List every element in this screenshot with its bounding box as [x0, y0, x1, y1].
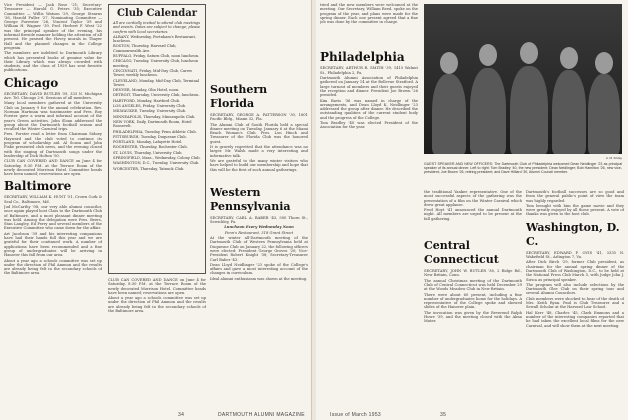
- club-calendar-intro: All are cordially invited to attend club meetings and events. Dates are subject to change; please confirm with local secretaries.: [113, 21, 201, 34]
- calendar-item: ST. LOUIS, Thursday, University Club.: [113, 150, 183, 155]
- right-column-3: [526, 190, 624, 405]
- right-column-2: [424, 190, 522, 405]
- philadelphia-paragraph-2: Kim Bavis '36 was named in charge of the arrangements, and Dean Lloyd K. Neidlinger '23 addressed the group after dinner. He described the outstanding qualities of the current student body and the progress of the College.: [320, 98, 418, 120]
- washington-paragraph-2: The program will also include selections by the Dartmouth Glee Club on their spring tour and several Alumni Councilors.: [526, 282, 624, 296]
- baltimore-heading: Baltimore: [4, 179, 72, 194]
- right-column-3-intro-2: Tom brought with him the game movie and they were greatly enjoyed by all those present. A vote of thanks was given to the host club.: [526, 203, 624, 217]
- right-intro-paragraph: tried and the new members were welcomed at the meeting. Our Secretary, William Reed, spoke on the program of the year, and plans were made for the spring dinner. Each one present agreed that a fine job was done by the committee in charge.: [320, 3, 418, 25]
- central-connecticut-paragraph-2: There were about 60 present, including a fine number of undergraduates home for the holidays. A representative of the College spoke and showed slides of the Hanover plain.: [424, 292, 522, 310]
- southern-florida-heading: Southern Florida: [210, 83, 268, 110]
- central-connecticut-byline: SECRETARY, JOHN W. BUTLER '36, 2 Ridge Rd., New Britain, Conn.: [424, 269, 522, 278]
- calendar-item: WASHINGTON, D.C., Tuesday, University Club.: [113, 161, 200, 166]
- calendar-item: PHILADELPHIA, Tuesday, Penn Athletic Club.: [113, 129, 197, 134]
- chicago-byline: SECRETARY, DAVID BUTLER '39, 333 N. Michigan Ave. Tel. Chicago 2-6. Sessions of all members.: [4, 91, 102, 101]
- central-connecticut-heading: Central Connecticut: [424, 239, 499, 267]
- photo-caption: GUEST SPEAKER AND NEW OFFICERS: The Dartmouth Club of Philadelphia welcomed Dean Neidlinger '23 as principal speaker of its annual dinner. Left to right: Tom Bradley '40, the new president; Dean Neidlinger; Bob Hamilton '26, new vice-president; Joe Brown '26, retiring president; and Dave Hilliard '30, Alumni Council member.: [424, 162, 622, 175]
- western-pennsylvania-subhead: Luncheon Every Wednesday Noon: [224, 225, 294, 230]
- intro-paragraph: Vice President — Jack Rose '21; Secretary-Treasurer — Harold G. Peters '35; Executive Committee — Willis Watson '29, George Stearns '36, Harold Fuller '27. Nominating Committee — George Forrester '26, Vincent Taylor '39 and William H. Wagner '39. Prof. Herbert F. West '22 was the principal speaker of the evening, his informal fireside manner holding the attention of all present. He praised the Hovey murals in Thayer Hall and the planned changes in the College program.: [4, 3, 102, 50]
- washington-paragraph-1: After Dick Birch '29, former Club president, as chairman for the annual spring dinner of the Dartmouth Club of Washington, D.C., to be held at the National Press Club March 5, with Judge John J. Sirica as principal speaker.: [526, 260, 624, 282]
- calendar-item: DENVER, Monday, Olin Hotel, noon.: [113, 88, 180, 93]
- central-connecticut-paragraph-1: The annual Christmas meeting of the Dartmouth Club of Central Connecticut was held December 29 at the Woods Meadow Club in New Britain.: [424, 278, 522, 292]
- left-page-footer-title: DARTMOUTH ALUMNI MAGAZINE: [218, 412, 305, 418]
- calendar-item: ROCHESTER, Thursday, Rochester Club.: [113, 145, 188, 150]
- philadelphia-paragraph-1: Dartmouth Alumni Association of Philadelphia gathered on January 14 at the Bellevue Stratford. A large turnout of members and their guests enjoyed the reception and dinner. President Joe Brown '26 presided.: [320, 76, 418, 98]
- baltimore-paragraph-3: About a year ago a schools committee was set up under the direction of Phil Ammon and the results are already being felt in the secondary schools of the Baltimore area.: [4, 258, 102, 276]
- calendar-item: WORCESTER, Thursday, Tatnuck Club.: [113, 166, 185, 171]
- left-column-2-lower: [108, 278, 206, 406]
- western-pennsylvania-paragraph-3: Ideal alumni enthusiasm was shown at the meeting.: [210, 276, 308, 281]
- baltimore-byline: SECRETARY, WILLIAM K. HUNT '51, Crown Cork & Seal Co., Baltimore, Md.: [4, 195, 102, 204]
- chicago-paragraph-1: Many local members gathered at the University Club on January 9 for the annual celebration. Rev. Norman Hartman was toastmaster and Pres. Roy Forster gave a warm and informal account of the year's Green activities. John Sloan addressed the group about the Dartmouth football season and recalled the Winter Carnival trips.: [4, 101, 102, 132]
- left-column-1: [4, 3, 102, 408]
- calendar-item: HARTFORD, Monday, Hartford Club.: [113, 98, 181, 103]
- southern-florida-paragraph-3: We are grateful to the many winter visitors who have helped to build our membership and hope that this will be the first of such annual gatherings.: [210, 158, 308, 172]
- southern-florida-paragraph-1: The Alumni Club of South Florida held a special dinner meeting on Tuesday, January 6 at the Miami Beach Woman's Club. Pres. Lon Hinck and Treasurer of the Florida Club was the honored guest.: [210, 122, 308, 144]
- intro-paragraph-2: The members are indebted to Dartmouth Library which has presented books of genuine value for their Library which was always crowded with students, and the class of 1929 has sent favorite publications.: [4, 51, 102, 73]
- central-connecticut-paragraph-3: The invocation was given by the Reverend Ralph Howe '39, and the meeting closed with the Alma Mater.: [424, 310, 522, 324]
- southern-florida-paragraph-2: It is gravely regretted that the attendance was no larger. Mr. Walsh made a very interesting and informative talk.: [210, 145, 308, 158]
- philadelphia-heading: Philadelphia: [320, 50, 405, 65]
- calendar-item: NEW YORK, Daily, Dartmouth Room, Hotel Roosevelt.: [113, 119, 192, 129]
- calendar-item: ALBANY, Wednesday, Fortnham's Restaurant, luncheon.: [113, 34, 197, 44]
- right-column-1: [320, 3, 418, 408]
- calendar-item: PITTSBURGH, Tuesday, Duquesne Club.: [113, 134, 187, 139]
- western-pennsylvania-paragraph-2: Dean Lloyd Neidlinger '23 spoke of the College's affairs and gave a most interesting account of the changes in curriculum.: [210, 262, 308, 276]
- western-pennsylvania-byline: SECRETARY, CARL A. BABER '43, 500 Thorn St., Sewickley, Pa.: [210, 215, 308, 225]
- right-column-2-paragraph-1: the traditional Yankee representative. One of the most successful aspects of the gathering was the presentation of a film on the Winter Carnival which drew great applause.: [424, 190, 522, 207]
- right-page: [316, 0, 628, 420]
- left-page-number: 34: [178, 412, 185, 418]
- baltimore-paragraph-2: Art Jacobson '39 and his interesting companions have had their hands full this year and we are grateful for their continued work. A number of applications have been recommended and a fine group of undergraduates will be arriving in Hanover this fall from our area.: [4, 231, 102, 258]
- calendar-item: MILWAUKEE, Tuesday, University Club.: [113, 109, 187, 114]
- right-column-2-paragraph-2: Fred Hoyt '41 announced the annual Dartmouth night. All members are urged to be present at the fall gathering.: [424, 208, 522, 221]
- calendar-item: BOSTON, Thursday, Harvard Club, Commonwealth Ave.: [113, 44, 177, 53]
- western-pennsylvania-heading: Western Pennsylvania: [210, 185, 291, 213]
- calendar-item: CINCINNATI, Friday, Mid-Day Club, Carew Tower, weekly luncheon.: [113, 68, 193, 78]
- southern-florida-byline: SECRETARY, GEORGE A. PATTERSON '30, 1601 Pacific Bldg., Miami 32, Fla.: [210, 113, 308, 122]
- philadelphia-byline: SECRETARY, ARTHUR R. SMITH '39, 1415 Walnut St., Philadelphia 2, Pa.: [320, 66, 418, 75]
- chicago-paragraph-3: CLUB CAN COVERED AND DANCE on June 4 for Saturday, 8:30 P.M. at the Terrace Room of the newly decorated Morrison Hotel. Committee heads have been named; reservations are open.: [4, 159, 102, 177]
- baltimore-paragraph-1: Jud McCarthy '08, our very able alumni councilor, once again played host Class to the Dartmouth Club of Baltimore, and a most pleasant dinner meeting was held. Among the delegation were Pres. Beers, Stan Langley, Ed Perry and several members of the Executive Committee who came down for the affair.: [4, 204, 102, 231]
- calendar-item: MINNEAPOLIS, Thursday, Minneapolis Club.: [113, 114, 196, 119]
- chicago-continued: CLUB CAN COVERED AND DANCE on June 4 for Saturday, 8:30 P.M. at the Terrace Room of the newly decorated Morrison Hotel. Committee heads have been named; reservations are open.: [108, 278, 206, 295]
- calendar-item: CHICAGO, Tuesday, University Club, luncheon meeting.: [113, 59, 198, 68]
- right-page-footer-issue: Issue of March 1953: [330, 412, 382, 418]
- right-page-number: 35: [440, 412, 447, 418]
- calendar-item: DETROIT, Thursday, University Club, luncheon.: [113, 93, 200, 98]
- calendar-item: BUFFALO, Friday, Saturn Club, noon luncheon.: [113, 54, 200, 59]
- left-column-3: [210, 3, 308, 408]
- washington-paragraph-3: Club members were shocked to hear of the death of Mrs. Keith Ryan. Paul is Club Treasurer and a Sewall Scholar at the Harvard Law School.: [526, 296, 624, 310]
- washington-heading: Washington, D. C.: [526, 220, 620, 248]
- chicago-paragraph-2: Pres. Forster read a letter from Chairman Sidney Hayward and the club voted to continue its program of scholarship aid. Al Sousa and John Fiske presented club news, and the evening closed with the singing of Dartmouth songs under the leadership of Dick Holton '50.: [4, 132, 102, 158]
- photo-credit: A. M. Friday: [605, 156, 622, 160]
- club-calendar-title: Club Calendar: [116, 8, 198, 19]
- washington-byline: SECRETARY, EDWARD F. OVIS '41, 3335 N. Wakefield St., Arlington 7, Va.: [526, 250, 624, 260]
- calendar-item: SPRINGFIELD, Mass., Wednesday, Colony Club.: [113, 156, 201, 161]
- washington-paragraph-4: Hal Kerr '48, Charles '45, Clark Emmons and a number of the interesting companies reported that he had taken the excellent local films for the new Carnival, and will show them at the next meeting.: [526, 310, 624, 328]
- right-column-3-intro: Dartmouth's football successes are so good and from the general public's point of view the team was highly regarded.: [526, 190, 624, 203]
- club-calendar-box: [108, 4, 206, 274]
- western-pennsylvania-paragraph-1: At the winter all-Dartmouth meeting of the Dartmouth Club of Western Pennsylvania held at Duquesne Club on January 22, the following officers were elected: President George Groves '20; Vice-President Robert Knight '38; Secretary-Treasurer Carl Baber '43.: [210, 236, 308, 262]
- officers-group-photo: [424, 4, 622, 154]
- western-pennsylvania-subhead-2: Penn's Restaurant, 318 Grant Street: [224, 230, 294, 235]
- calendar-item: PORTLAND, Monday, Lafayette Hotel.: [113, 140, 183, 145]
- left-page: [0, 0, 312, 420]
- calendar-item: LOS ANGELES, Friday, University Club.: [113, 104, 187, 109]
- calendar-item: CLEVELAND, Monday, Mid-Day Club, Terminal Tower.: [113, 78, 200, 87]
- chicago-heading: Chicago: [4, 75, 59, 90]
- baltimore-continued: About a year ago a schools committee was set up under the direction of Phil Ammon and the results are already being felt in the secondary schools of the Baltimore area.: [108, 296, 206, 314]
- philadelphia-paragraph-3: Tom Bradley '40 was elected President of the Association for the year.: [320, 121, 418, 130]
